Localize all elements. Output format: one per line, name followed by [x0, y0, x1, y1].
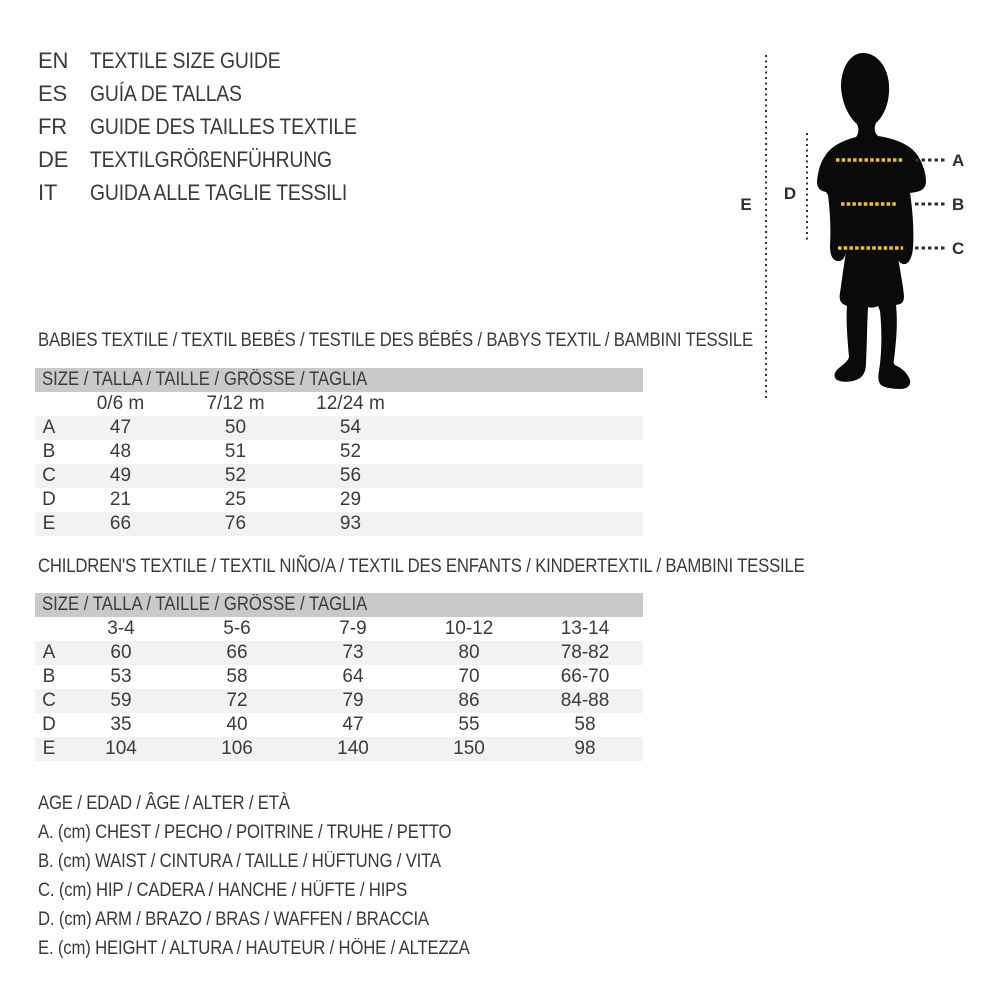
legend-hip: [38, 876, 528, 905]
cell: 29: [339, 489, 362, 510]
column-header: 5-6: [223, 618, 251, 639]
cell: 98: [527, 737, 643, 761]
table-row: [35, 641, 643, 665]
language-code: EN: [38, 47, 69, 73]
cell: 51: [224, 441, 247, 462]
legend-age-text: AGE / EDAD / ÂGE / ALTER / ETÀ: [38, 793, 290, 814]
cell: 59: [63, 689, 179, 713]
cell: 66: [179, 641, 295, 665]
language-row-es: [38, 77, 393, 110]
legend-arm: [38, 905, 528, 934]
cell: 47: [63, 416, 178, 440]
cell: 58: [574, 714, 596, 735]
children-section-title-text: CHILDREN'S TEXTILE / TEXTIL NIÑO/A / TEXTIL DES ENFANTS / KINDERTEXTIL / BAMBINI TESSILE: [38, 556, 805, 577]
chest-measure-label: A: [952, 151, 965, 170]
legend-height-text: E. (cm) HEIGHT / ALTURA / HAUTEUR / HÖHE / ALTEZZA: [38, 938, 470, 959]
cell: 140: [295, 737, 411, 761]
table-row: [35, 689, 643, 713]
cell: 52: [178, 464, 293, 488]
language-row-fr: [38, 110, 393, 143]
column-header: 13-14: [560, 618, 610, 639]
legend-height: [38, 934, 528, 963]
babies-section-title-text: BABIES TEXTILE / TEXTIL BEBÉS / TESTILE DES BÉBÉS / BABYS TEXTIL / BAMBINI TESSILE: [38, 330, 754, 351]
row-label: D: [42, 489, 56, 510]
hip-measure-label: C: [952, 239, 965, 258]
cell: 66-70: [560, 666, 610, 687]
cell: 93: [293, 512, 408, 536]
waist-measure-label: B: [952, 195, 965, 214]
cell: 48: [109, 441, 132, 462]
language-label: TEXTILGRÖßENFÜHRUNG: [90, 146, 332, 172]
row-label: B: [42, 441, 56, 462]
language-code: FR: [38, 113, 67, 139]
cell: 79: [295, 689, 411, 713]
cell: 52: [339, 441, 362, 462]
cell: 80: [411, 641, 527, 665]
height-measure-label: E: [740, 195, 752, 214]
cell: 73: [295, 641, 411, 665]
children-size-table: [35, 593, 643, 761]
cell: 49: [63, 464, 178, 488]
language-code: DE: [38, 146, 69, 172]
cell: 150: [411, 737, 527, 761]
table-row: [35, 512, 643, 536]
column-header: 7-9: [339, 618, 367, 639]
table-row: [35, 416, 643, 440]
language-title-list: [38, 44, 393, 209]
legend-age: [38, 789, 528, 818]
table-row: [35, 665, 643, 689]
legend-arm-text: D. (cm) ARM / BRAZO / BRAS / WAFFEN / BRACCIA: [38, 909, 429, 930]
cell: 78-82: [527, 641, 643, 665]
cell: 84-88: [527, 689, 643, 713]
language-code: ES: [38, 80, 67, 106]
column-header: 10-12: [444, 618, 494, 639]
language-label: GUÍA DE TALLAS: [90, 80, 242, 106]
legend-waist-text: B. (cm) WAIST / CINTURA / TAILLE / HÜFTUNG / VITA: [38, 851, 441, 872]
table-row: [35, 737, 643, 761]
cell: 76: [178, 512, 293, 536]
size-header-label: SIZE / TALLA / TAILLE / GRÖSSE / TAGLIA: [42, 594, 368, 615]
measurement-figure: [730, 30, 1000, 410]
row-label: B: [42, 666, 56, 687]
cell: 25: [224, 489, 247, 510]
babies-column-header-row: [35, 392, 643, 416]
cell: 72: [179, 689, 295, 713]
children-section-title: [38, 556, 909, 578]
language-row-de: [38, 143, 393, 176]
language-row-en: [38, 44, 393, 77]
table-row: [35, 488, 643, 512]
column-header: 0/6 m: [96, 393, 145, 414]
table-row: [35, 440, 643, 464]
column-header: 7/12 m: [206, 393, 265, 414]
cell: 54: [293, 416, 408, 440]
row-label: A: [35, 641, 63, 665]
row-label: E: [35, 512, 63, 536]
measurement-legend: [38, 789, 528, 963]
cell: 70: [458, 666, 480, 687]
cell: 106: [179, 737, 295, 761]
cell: 50: [178, 416, 293, 440]
language-label: GUIDE DES TAILLES TEXTILE: [90, 113, 357, 139]
table-row: [35, 464, 643, 488]
column-header: 12/24 m: [316, 393, 385, 414]
table-row: [35, 713, 643, 737]
babies-size-table: [35, 368, 643, 536]
cell: 56: [293, 464, 408, 488]
cell: 64: [342, 666, 364, 687]
row-label: C: [35, 689, 63, 713]
cell: 58: [226, 666, 248, 687]
cell: 40: [226, 714, 248, 735]
cell: 53: [110, 666, 132, 687]
cell: 104: [63, 737, 179, 761]
cell: 66: [63, 512, 178, 536]
babies-table-header-bar: [35, 368, 643, 392]
row-label: A: [35, 416, 63, 440]
children-column-header-row: [35, 617, 643, 641]
legend-hip-text: C. (cm) HIP / CADERA / HANCHE / HÜFTE / HIPS: [38, 880, 408, 901]
cell: 86: [411, 689, 527, 713]
legend-chest: [38, 818, 528, 847]
cell: 35: [110, 714, 132, 735]
language-label: TEXTILE SIZE GUIDE: [90, 47, 281, 73]
column-header: 3-4: [107, 618, 135, 639]
cell: 55: [458, 714, 480, 735]
row-label: C: [35, 464, 63, 488]
children-table-header-bar: [35, 593, 643, 617]
language-row-it: [38, 176, 393, 209]
row-label: E: [35, 737, 63, 761]
arm-measure-label: D: [783, 184, 797, 203]
language-label: GUIDA ALLE TAGLIE TESSILI: [90, 179, 348, 205]
cell: 21: [109, 489, 132, 510]
language-code: IT: [38, 179, 58, 205]
legend-waist: [38, 847, 528, 876]
legend-chest-text: A. (cm) CHEST / PECHO / POITRINE / TRUHE / PETTO: [38, 822, 452, 843]
cell: 47: [342, 714, 364, 735]
row-label: D: [42, 714, 56, 735]
size-header-label: SIZE / TALLA / TAILLE / GRÖSSE / TAGLIA: [42, 369, 368, 390]
cell: 60: [63, 641, 179, 665]
babies-section-title: [38, 330, 851, 352]
